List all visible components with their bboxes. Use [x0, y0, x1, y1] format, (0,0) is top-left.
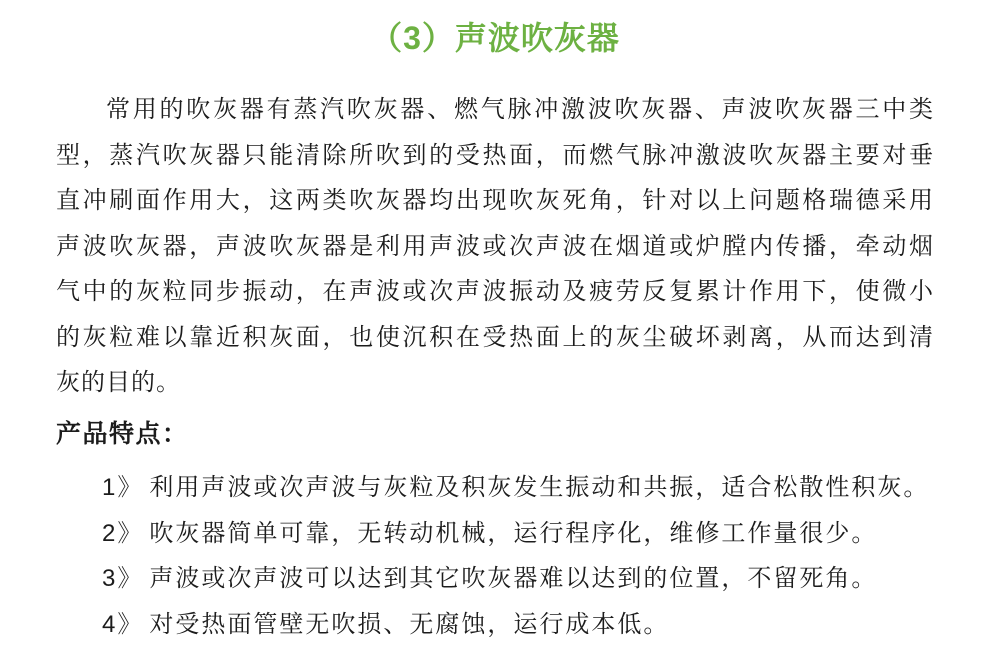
feature-item	[102, 602, 934, 648]
feature-item-marker: 3》	[102, 565, 144, 592]
feature-item-marker: 4》	[102, 610, 144, 638]
intro-line: 气中的灰粒同步振动，在声波或次声波振动及疲劳反复累计作用下，使微小	[56, 278, 934, 305]
feature-item-marker: 2》	[102, 519, 144, 547]
intro-line: 声波吹灰器，声波吹灰器是利用声波或次声波在烟道或炉膛内传播，牵动烟	[56, 232, 934, 260]
features-heading: 产品特点：	[56, 419, 189, 448]
feature-item	[102, 465, 934, 511]
section-title: （3）声波吹灰器	[370, 20, 620, 56]
feature-item	[102, 556, 934, 602]
intro-paragraph	[56, 87, 934, 406]
feature-item-marker: 1》	[102, 474, 144, 501]
feature-item-text: 利用声波或次声波与灰粒及积灰发生振动和共振，适合松散性积灰。	[149, 474, 930, 501]
feature-item	[102, 511, 934, 557]
intro-line: 直冲刷面作用大，这两类吹灰器均出现吹灰死角，针对以上问题格瑞德采用	[56, 187, 934, 214]
intro-line: 型，蒸汽吹灰器只能清除所吹到的受热面，而燃气脉冲激波吹灰器主要对垂	[56, 141, 934, 169]
feature-item-text: 吹灰器简单可靠，无转动机械，运行程序化，维修工作量很少。	[149, 519, 878, 547]
feature-item-text: 对受热面管壁无吹损、无腐蚀，运行成本低。	[149, 610, 670, 638]
intro-line: 灰的目的。	[56, 369, 181, 396]
intro-line: 的灰粒难以靠近积灰面，也使沉积在受热面上的灰尘破坏剥离，从而达到清	[56, 323, 934, 351]
feature-item-text: 声波或次声波可以达到其它吹灰器难以达到的位置，不留死角。	[149, 565, 878, 592]
features-list	[102, 465, 934, 647]
intro-line: 常用的吹灰器有蒸汽吹灰器、燃气脉冲激波吹灰器、声波吹灰器三中类	[106, 96, 934, 123]
